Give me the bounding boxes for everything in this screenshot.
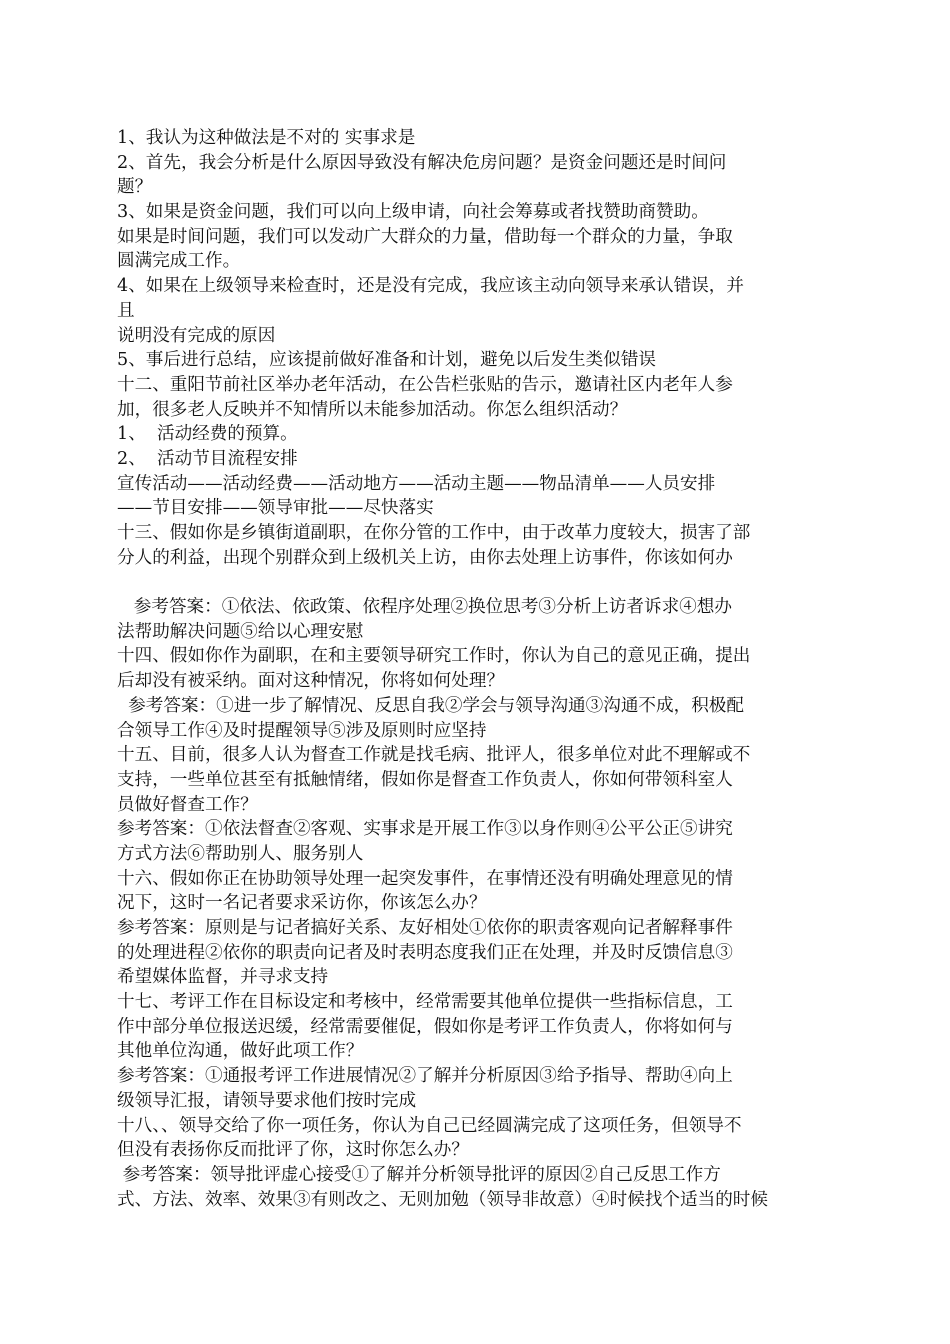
text-line: 参考答案：①通报考评工作进展情况②了解并分析原因③给予指导、帮助④向上 [117, 1066, 733, 1087]
text-line: 如果是时间问题，我们可以发动广大群众的力量，借助每一个群众的力量，争取 [117, 226, 733, 247]
text-line: 的处理进程②依你的职责向记者及时表明态度我们正在处理，并及时反馈信息③ [117, 942, 733, 963]
text-line: 十四、假如你作为副职，在和主要领导研究工作时，你认为自己的意见正确，提出 [117, 646, 751, 667]
text-line: 十三、假如你是乡镇街道副职，在你分管的工作中，由于改革力度较大，损害了部 [117, 523, 751, 543]
text-line: 题？ [117, 177, 153, 198]
text-line: 十八、、领导交给了你一项任务，你认为自己已经圆满完成了这项任务，但领导不 [117, 1115, 742, 1136]
text-line: 参考答案：①依法、依政策、依程序处理②换位思考③分析上访者诉求④想办 [117, 597, 732, 618]
text-line: 支持，一些单位甚至有抵触情绪，假如你是督查工作负责人，你如何带领科室人 [117, 769, 733, 790]
text-line: 希望媒体监督，并寻求支持 [117, 967, 329, 988]
text-line: 2、 活动节目流程安排 [117, 448, 298, 469]
text-line: 宣传活动——活动经费——活动地方——活动主题——物品清单——人员安排 [117, 473, 716, 494]
document-body [117, 126, 817, 1212]
text-line: 圆满完成工作。 [117, 251, 241, 272]
text-line: 况下，这时一名记者要求采访你，你该怎么办？ [117, 893, 487, 914]
text-line: 方式方法⑥帮助别人、服务别人 [117, 843, 364, 864]
text-line: 且 [117, 300, 135, 321]
text-line: 后却没有被采纳。面对这种情况，你将如何处理？ [117, 671, 505, 692]
text-line: 合领导工作④及时提醒领导⑤涉及原则时应坚持 [117, 720, 487, 741]
text-line: ——节目安排——领导审批——尽快落实 [117, 498, 434, 519]
text-line: 说明没有完成的原因 [117, 325, 276, 346]
text-line: 十五、目前，很多人认为督查工作就是找毛病、批评人，很多单位对此不理解或不 [117, 745, 751, 766]
text-line: 十二、重阳节前社区举办老年活动，在公告栏张贴的告示，邀请社区内老年人参 [117, 374, 733, 395]
text-line: 但没有表扬你反而批评了你，这时你怎么办？ [117, 1140, 469, 1161]
text-line: 5、事后进行总结，应该提前做好准备和计划，避免以后发生类似错误 [117, 350, 657, 371]
text-line: 级领导汇报，请领导要求他们按时完成 [117, 1090, 417, 1111]
text-line: 式、方法、效率、效果③有则改之、无则加勉（领导非故意）④时候找个适当的时候 [117, 1189, 768, 1210]
text-line: 作中部分单位报送迟缓，经常需要催促，假如你是考评工作负责人，你将如何与 [117, 1016, 733, 1037]
text-line: 参考答案：原则是与记者搞好关系、友好相处①依你的职责客观向记者解释事件 [117, 918, 733, 938]
text-line: 分人的利益，出现个别群众到上级机关上访，由你去处理上访事件，你该如何办 [117, 547, 733, 568]
text-line [117, 570, 817, 595]
text-line: 参考答案：①进一步了解情况、反思自我②学会与领导沟通③沟通不成，积极配 [117, 695, 744, 716]
text-line: 参考答案：领导批评虚心接受①了解并分析领导批评的原因②自己反思工作方 [117, 1164, 721, 1185]
text-line: 参考答案：①依法督查②客观、实事求是开展工作③以身作则④公平公正⑤讲究 [117, 819, 733, 840]
text-line: 1、 活动经费的预算。 [117, 424, 298, 445]
text-line: 2、首先，我会分析是什么原因导致没有解决危房问题？是资金问题还是时间问 [117, 152, 727, 173]
text-line: 员做好督查工作？ [117, 794, 258, 815]
text-line: 1、我认为这种做法是不对的 实事求是 [117, 128, 416, 148]
text-line: 十六、假如你正在协助领导处理一起突发事件，在事情还没有明确处理意见的情 [117, 868, 733, 889]
text-line: 十七、考评工作在目标设定和考核中，经常需要其他单位提供一些指标信息，工 [117, 992, 733, 1013]
text-line: 加，很多老人反映并不知情所以未能参加活动。你怎么组织活动？ [117, 399, 628, 420]
text-line: 4、如果在上级领导来检查时，还是没有完成，我应该主动向领导来承认错误，并 [117, 276, 744, 297]
text-line: 法帮助解决问题⑤给以心理安慰 [117, 621, 364, 642]
text-line: 3、如果是资金问题，我们可以向上级申请，向社会筹募或者找赞助商赞助。 [117, 202, 709, 223]
text-line: 其他单位沟通，做好此项工作？ [117, 1041, 364, 1062]
